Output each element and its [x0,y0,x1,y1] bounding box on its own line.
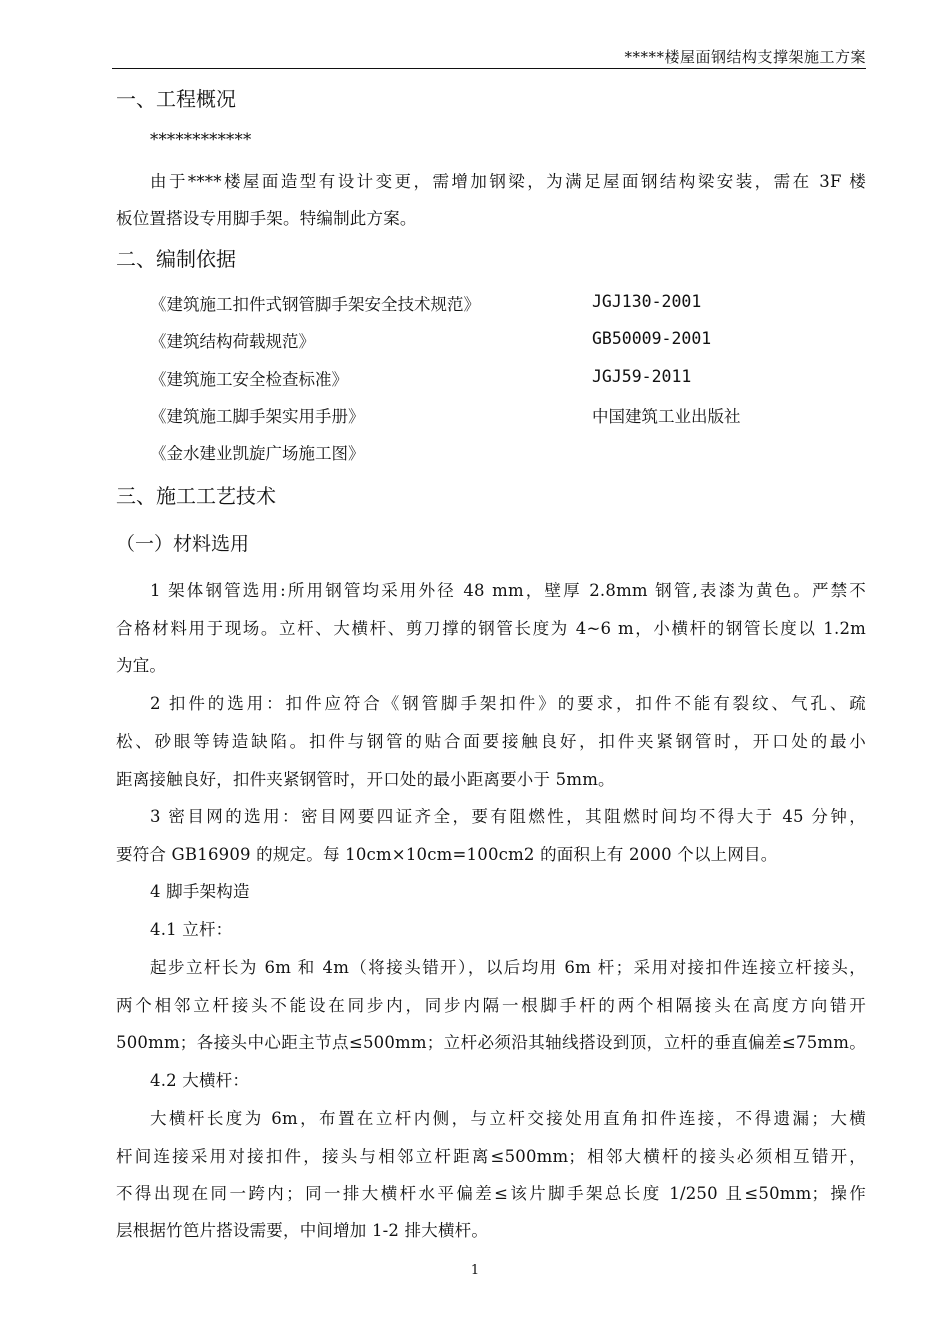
reference-code: 中国建筑工业出版社 [592,407,741,426]
ledger-line-4: 层根据竹笆片搭设需要，中间增加 1-2 排大横杆。 [116,1221,489,1240]
ledger-line-2: 杆间连接采用对接扣件，接头与相邻立杆距离≤500mm；相邻大横杆的接头必须相互错开， [116,1147,866,1166]
subheading-4-2: 4.2 大横杆： [150,1071,250,1090]
material-1-line-3: 为宜。 [116,656,167,675]
material-1-line-2: 合格材料用于现场。立杆、大横杆、剪刀撑的钢管长度为 4~6 m，小横杆的钢管长度以 1.2m [116,619,866,638]
material-1-line-1: 1 架体钢管选用:所用钢管均采用外径 48 mm，壁厚 2.8mm 钢管,表漆为黄色。严禁不 [150,581,866,600]
reference-title: 《建筑施工扣件式钢管脚手架安全技术规范》 [150,295,480,314]
material-4-heading: 4 脚手架构造 [150,882,250,901]
header-title: *****楼屋面钢结构支撑架施工方案 [624,48,866,66]
reference-title: 《金水建业凯旋广场施工图》 [150,444,365,463]
material-2-line-1: 2 扣件的选用：扣件应符合《钢管脚手架扣件》的要求，扣件不能有裂纹、气孔、疏 [150,694,866,713]
ledger-line-1: 大横杆长度为 6m，布置在立杆内侧，与立杆交接处用直角扣件连接，不得遗漏；大横 [150,1109,866,1128]
overview-line-2: 板位置搭设专用脚手架。特编制此方案。 [116,209,417,228]
reference-title: 《建筑施工脚手架实用手册》 [150,407,365,426]
reference-title: 《建筑结构荷载规范》 [150,332,315,351]
reference-code: JGJ130-2001 [592,292,702,311]
pole-line-2: 两个相邻立杆接头不能设在同步内，同步内隔一根脚手杆的两个相隔接头在高度方向错开 [116,996,866,1015]
reference-title: 《建筑施工安全检查标准》 [150,370,348,389]
overview-line-1: 由于****楼屋面造型有设计变更，需增加钢梁，为满足屋面钢结构梁安装，需在 3F 楼 [150,172,866,191]
section-2-title: 二、编制依据 [116,247,236,271]
subsection-materials-title: （一）材料选用 [116,533,250,555]
page-number: 1 [470,1263,480,1278]
pole-line-1: 起步立杆长为 6m 和 4m（将接头错开），以后均用 6m 杆；采用对接扣件连接立杆接头， [150,958,866,977]
material-3-line-2: 要符合 GB16909 的规定。每 10cm×10cm=100cm2 的面积上有 2000 个以上网目。 [116,845,778,864]
section-1-title: 一、工程概况 [116,87,236,111]
ledger-line-3: 不得出现在同一跨内；同一排大横杆水平偏差≤该片脚手架总长度 1/250 且≤50mm；操作 [116,1184,866,1203]
reference-code: GB50009-2001 [592,329,712,348]
section-3-title: 三、施工工艺技术 [116,484,276,508]
material-2-line-2: 松、砂眼等铸造缺陷。扣件与钢管的贴合面要接触良好，扣件夹紧钢管时，开口处的最小 [116,732,866,751]
material-2-line-3: 距离接触良好，扣件夹紧钢管时，开口处的最小距离要小于 5mm。 [116,770,615,789]
project-name: ************ [150,130,252,149]
header-rule [112,68,866,69]
subheading-4-1: 4.1 立杆： [150,920,233,939]
reference-code: JGJ59-2011 [592,367,692,386]
material-3-line-1: 3 密目网的选用：密目网要四证齐全，要有阻燃性，其阻燃时间均不得大于 45 分钟， [150,807,866,826]
pole-line-3: 500mm；各接头中心距主节点≤500mm；立杆必须沿其轴线搭设到顶，立杆的垂直偏差≤75mm。 [116,1033,866,1052]
